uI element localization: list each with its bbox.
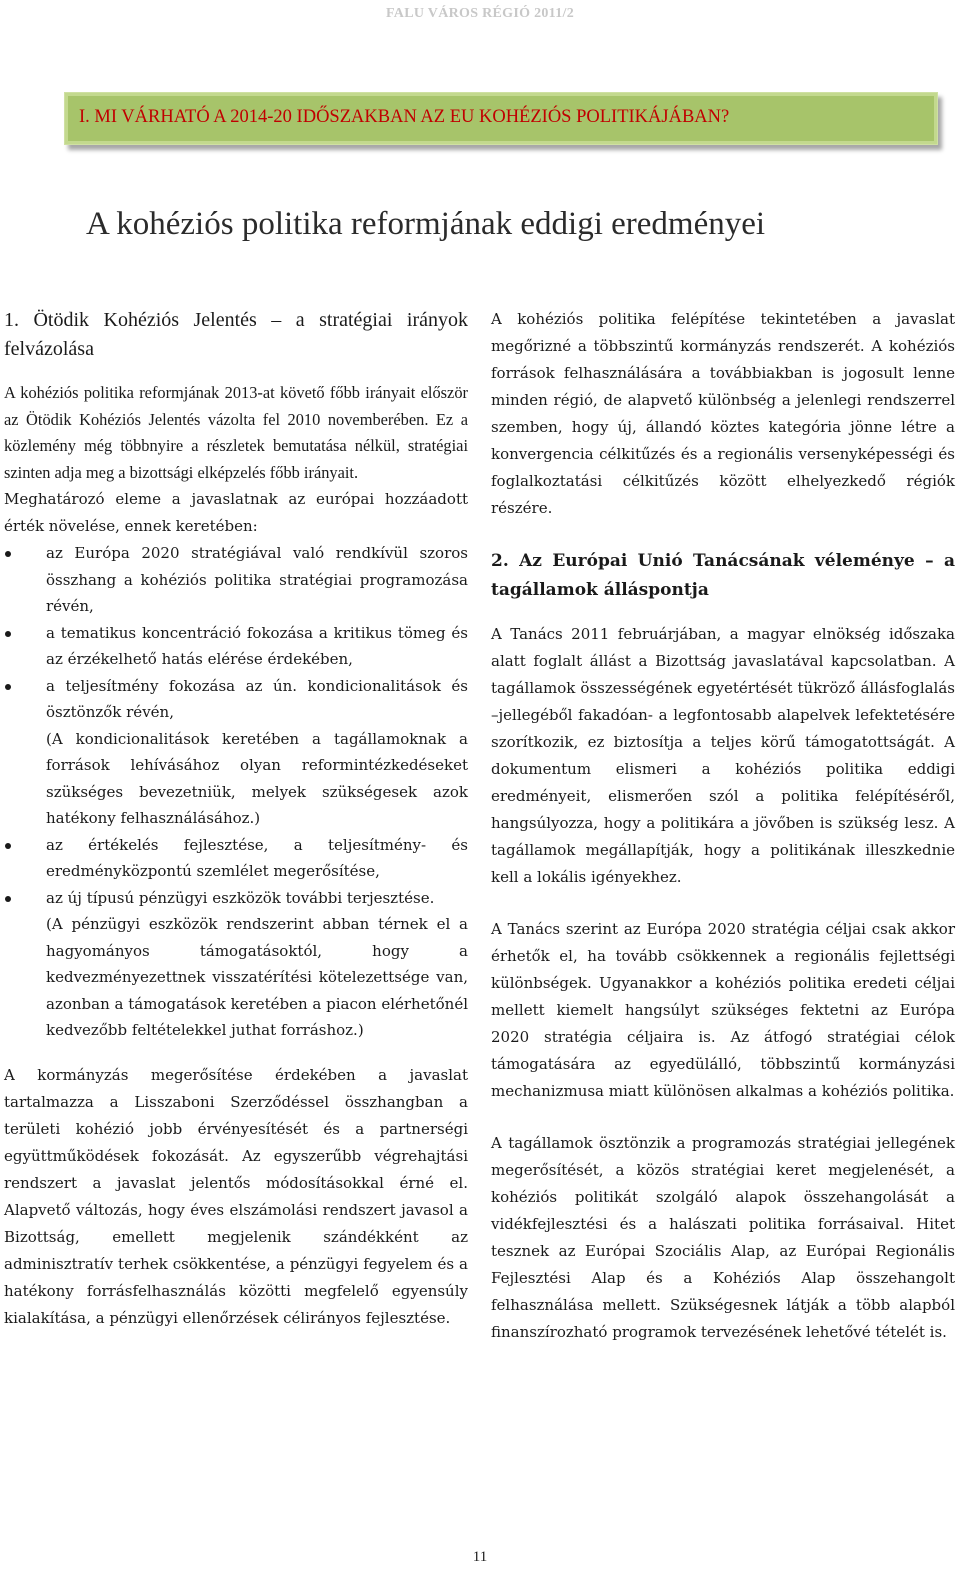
value-added-paragraph: Meghatározó eleme a javaslatnak az európai hozzáadott érték növelése, ennek keretében:	[4, 490, 468, 535]
section-banner-text: I. MI VÁRHATÓ A 2014-20 IDŐSZAKBAN AZ EU KOHÉZIÓS POLITIKÁJÁBAN?	[79, 107, 730, 127]
left-column	[4, 306, 468, 1332]
bullet-icon	[5, 684, 11, 690]
list-item-text: az értékelés fejlesztése, a teljesítmény- és eredményközpontú szemlélet megerősítése,	[46, 835, 468, 880]
list-item-text: a teljesítmény fokozása az ún. kondicionalitások és ösztönzők révén,	[46, 676, 468, 721]
bullet-icon	[5, 843, 11, 849]
europe-2020-paragraph: A Tanács szerint az Európa 2020 stratégia céljai csak akkor érhetők el, ha tovább csökkennek a regionális fejlettségi különbségek. Ugyanakkor a kohéziós politika eredeti céljai mellett kiemelt hangsúlyt szükséges fektetni az Európa 2020 stratégia céljaira is. Az átfogó stratégiai célok támogatására az egyedülálló, többszintű kormányzási mechanizmusa miatt különösen alkalmas a kohéziós politika.	[491, 920, 955, 1100]
right-column	[491, 306, 955, 1346]
list-item	[4, 832, 468, 885]
section-2-heading: 2. Az Európai Unió Tanácsának véleménye – a tagállamok álláspontja	[491, 551, 955, 600]
page-title: A kohéziós politika reformjának eddigi eredményei	[86, 206, 766, 242]
list-item-note: (A pénzügyi eszközök rendszerint abban térnek el a hagyományos támogatásoktól, hogy a kedvezményezettnek visszatérítési kötelezettsége van, azonban a támogatások keretében a piacon elérhetőnél kedvezőbb feltételekkel juthat forráshoz.)	[46, 915, 468, 1039]
list-item	[4, 620, 468, 673]
bullet-icon	[5, 631, 11, 637]
list-item-text: a tematikus koncentráció fokozása a kritikus tömeg és az érzékelhető hatás elérése érdekében,	[46, 623, 468, 668]
list-item	[4, 673, 468, 832]
list-item-text: az Európa 2020 stratégiával való rendkívül szoros összhang a kohéziós politika stratégiai programozása révén,	[46, 544, 468, 615]
reform-elements-list	[4, 540, 468, 1044]
intro-paragraph: A kohéziós politika reformjának 2013-at követő főbb irányait először az Ötödik Kohéziós Jelentés vázolta fel 2010 novemberében. Ez a közlemény még többnyire a részletek bemutatása nélkül, stratégiai szinten adja meg a bizottsági elképzelés főbb irányait.	[4, 383, 468, 482]
governance-paragraph: A kormányzás megerősítése érdekében a javaslat tartalmazza a Lisszaboni Szerződéssel összhangban a területi kohézió jobb érvényesítését és a partnerségi együttműködések fokozását. Az egyszerűbb végrehajtási rendszert a javaslat jelentős módosításokkal érné el. Alapvető változás, hogy éves elszámolási rendszert javasol a Bizottság, emellett megjelenik szándékként az adminisztratív terhek csökkentése, a pénzügyi fegyelem és a hatékony forrásfelhasználás közötti megfelelő egyensúly kialakítása, a pénzügyi ellenőrzések célirányos fejlesztése.	[4, 1065, 468, 1327]
running-header: FALU VÁROS RÉGIÓ 2011/2	[385, 6, 575, 21]
bullet-icon	[5, 551, 11, 557]
section-banner	[64, 92, 938, 145]
list-item-note: (A kondicionalitások keretében a tagállamoknak a források lehívásához olyan reformintézkedéseket szükséges bevezetniük, melyek szükségesek azok hatékony felhasználásához.)	[46, 729, 468, 827]
structure-paragraph: A kohéziós politika felépítése tekintetében a javaslat megőrizné a többszintű kormányzás rendszerét. A kohéziós források felhasználására a továbbiakban is jogosult lenne minden régió, de alapvető különbség a jelenlegi rendszerrel szemben, hogy új, állandó köztes kategória jönne létre a konvergencia célkitűzés és a regionális versenyképességi és foglalkoztatási célkitűzés között elhelyezkedő régiók részére.	[491, 310, 955, 517]
council-paragraph: A Tanács 2011 februárjában, a magyar elnökség időszaka alatt foglalt állást a Bizottság javaslatával kapcsolatban. A tagállamok összességének egyetértését tükröző állásfoglalás –jellegéből fakadóan- a legfontosabb alapelvek lefektetésére szorítkozik, ez biztosítja a teljes körű támogatottságát. A dokumentum elismeri a kohéziós politika eddigi eredményeit, elismerően szól a politika felépítéséről, hangsúlyozza, hogy a politikára a jövőben is szükség lesz. A tagállamok megállapítják, hogy a politikának illeszkednie kell a lokális igényekhez.	[491, 625, 955, 886]
bullet-icon	[5, 896, 11, 902]
list-item	[4, 885, 468, 1044]
list-item	[4, 540, 468, 620]
member-states-paragraph: A tagállamok ösztönzik a programozás stratégiai jellegének megerősítését, a közös stratégiai keret megjelenését, a kohéziós politikát szolgáló alapok összehangolását a vidékfejlesztési és a halászati politika forrásaival. Hitet tesznek az Európai Szociális Alap, az Európai Regionális Fejlesztési Alap és a Kohéziós Alap összehangolt felhasználása mellett. Szükségesnek látják a több alapból finanszírozható programok tervezésének lehetővé tételét is.	[491, 1134, 955, 1341]
page-number: 11	[472, 1549, 488, 1565]
list-item-text: az új típusú pénzügyi eszközök további terjesztése.	[46, 888, 435, 907]
section-1-heading: 1. Ötödik Kohéziós Jelentés – a stratégiai irányok felvázolása	[4, 309, 468, 360]
